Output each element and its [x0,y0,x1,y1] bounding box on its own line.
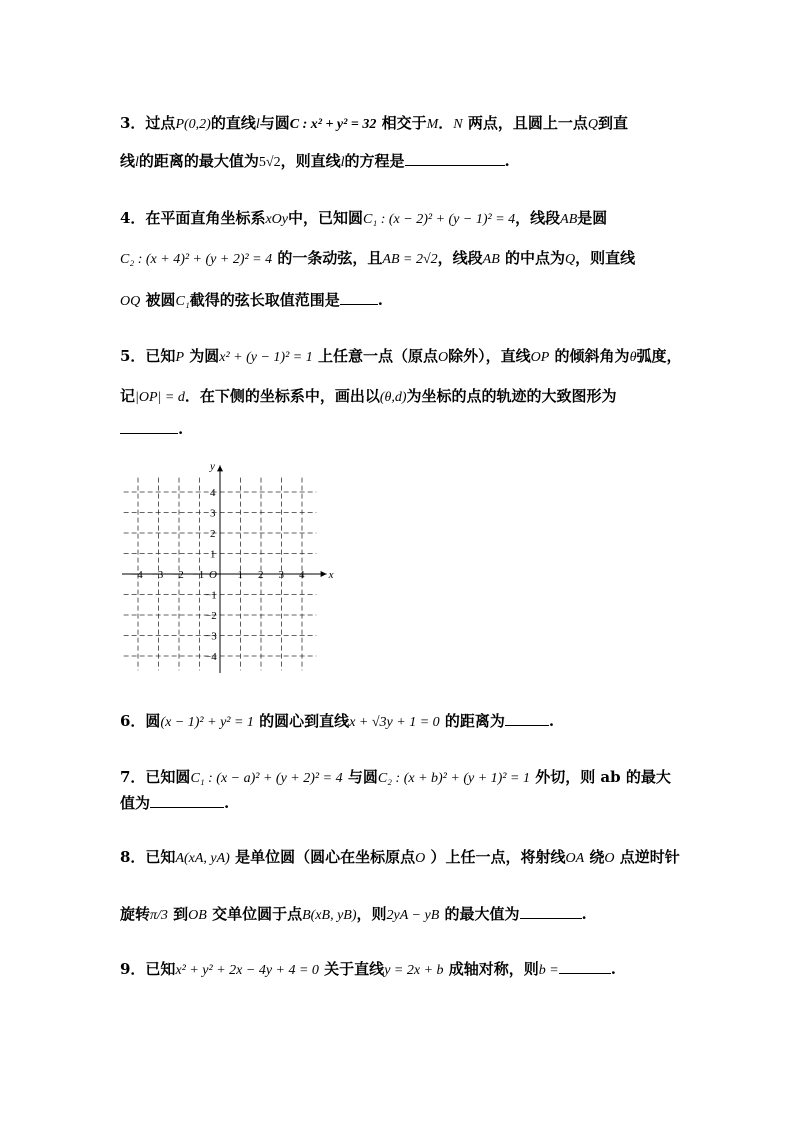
math-ob: OB [188,908,207,923]
problem-4-line-2 [120,247,635,271]
text: 两点，且圆上一点 [467,114,588,132]
math-circle-c2: C₂ : (x + b)² + (y + 1)² = 1 [377,771,530,786]
math-origin: O [438,350,449,365]
x-tick-label: −1 [192,569,205,581]
math-ab: AB [482,252,500,267]
text: . [377,291,383,309]
math-circle: x² + y² + 2x − 4y + 4 = 0 [175,963,319,978]
text: 与圆 [259,114,290,132]
problem-8-line-1 [120,846,680,870]
text: 到 [173,905,189,923]
text: 9．已知 [120,960,176,978]
answer-blank[interactable] [520,904,582,919]
text: 的直线 [210,114,256,132]
text: 中，已知圆 [288,209,364,227]
text: 到直 [597,114,628,132]
text: 弧度， [636,347,682,365]
text: . [178,420,184,438]
origin-label: O [209,569,217,581]
problem-5-line-1 [120,345,681,369]
math-point-q: Q [565,252,576,267]
math-line: x + √3y + 1 = 0 [349,715,440,730]
text: 被圆 [145,291,176,309]
text: . [610,960,616,978]
math-expression: 2yA − yB [386,908,440,923]
x-tick-label: −2 [172,569,184,581]
text: 4．在平面直角坐标系 [120,209,266,227]
text: 3．过点 [120,114,176,132]
math-oa: OA [565,851,585,866]
math-point-p: P [175,350,184,365]
answer-blank[interactable] [505,711,549,726]
answer-blank[interactable] [340,290,378,305]
math-circle: x² + (y − 1)² = 1 [219,350,313,365]
text: ，则 [356,905,387,923]
y-tick-label: 3 [210,507,216,520]
x-axis-arrow [321,571,327,577]
y-tick-label: −3 [205,630,217,643]
text: . [224,794,230,812]
math-c1: C₁ [175,294,190,309]
coordinate-grid [122,458,342,673]
math-ab: AB [560,212,578,227]
problem-3-line-2 [120,150,510,174]
text: ．在下侧的坐标系中，画出以 [184,387,380,405]
text: 点逆时针 [619,848,680,866]
text: 的距离为 [444,712,505,730]
text: . [504,152,510,170]
text: 为圆 [189,347,220,365]
math-origin: O [415,851,426,866]
y-axis-label: y [210,460,215,473]
math-abs-op: |OP| = d [135,390,185,405]
grid-svg [122,458,342,673]
problem-7-line-1 [120,766,671,790]
problem-8-line-2 [120,903,587,927]
text: ，线段 [515,209,561,227]
text: 为坐标的点的轨迹的大致图形为 [406,387,617,405]
text: ）上任一点，将射线 [430,848,566,866]
text: 7．已知圆 [120,768,191,786]
math-point-q: Q [587,117,598,132]
problem-9-line-1 [120,958,616,982]
text: 的倾斜角为 [554,347,630,365]
text: 与圆 [347,768,378,786]
math-point-a: A(xA, yA) [175,851,230,866]
math-point-theta-d: (θ,d) [379,390,407,405]
x-tick-label: 3 [278,569,284,581]
text: 成轴对称，则 [448,960,539,978]
problem-5-line-2 [120,385,617,409]
math-circle-c1: C₁ : (x − a)² + (y + 2)² = 4 [190,771,343,786]
text: 的圆心到直线 [259,712,350,730]
text: 相交于 [381,114,427,132]
problem-4-line-3 [120,289,383,313]
math-circle-c2: C₂ : (x + 4)² + (y + 2)² = 4 [120,252,273,267]
problem-6-line-1 [120,710,554,734]
x-tick-label: −4 [131,569,143,581]
answer-blank[interactable] [120,419,178,434]
text: 5．已知 [120,347,176,365]
text: ，则直线 [575,249,636,267]
math-point-m: M [426,117,439,132]
math-value: 5√2 [258,155,281,170]
x-tick-label: 2 [258,569,264,581]
text: 线 [120,152,136,170]
text: 的一条动弦，且 [277,249,383,267]
text: 8．已知 [120,848,176,866]
math-origin: O [604,851,615,866]
y-tick-label: −1 [205,589,217,602]
math-theta: θ [629,350,637,365]
problem-5-line-3 [120,418,183,440]
answer-blank[interactable] [150,793,224,808]
text: 是单位圆（圆心在坐标原点 [235,848,416,866]
math-circle: (x − 1)² + y² = 1 [160,715,254,730]
problem-7-line-2 [120,792,229,814]
math-line: y = 2x + b [384,963,444,978]
math-point-n: N [453,117,463,132]
text: 绕 [589,848,605,866]
y-tick-label: −2 [205,610,217,622]
math-point-p: P(0,2) [175,117,211,132]
y-tick-label: 1 [210,548,216,561]
math-op: OP [530,350,550,365]
text: 的距离的最大值为 [138,152,259,170]
text: 截得的弦长取值范围是 [189,291,340,309]
text: 交单位圆于点 [212,905,303,923]
math-oq: OQ [120,294,141,309]
math-circle-c: C : x² + y² = 32 [289,117,377,132]
math-line-l: l [255,117,260,132]
math-xoy: xOy [265,212,288,227]
text: ，线段 [437,249,483,267]
answer-blank[interactable] [405,151,505,166]
y-tick-label: 4 [210,487,216,499]
x-tick-label: 1 [237,569,243,581]
x-axis-label: x [328,569,334,581]
text: . [548,712,555,730]
math-point-b: B(xB, yB) [302,908,357,923]
x-tick-label: −3 [151,569,164,581]
text: . [581,905,587,923]
text: 旋转 [120,905,151,923]
text: ，则直线 [280,152,341,170]
text: 的最大值为 [444,905,520,923]
y-tick-label: 2 [210,528,216,540]
text: 的方程是 [344,152,405,170]
math-circle-c1: C₁ : (x − 2)² + (y − 1)² = 4 [363,212,516,227]
math-ab-length: AB = 2√2 [382,252,438,267]
problem-3-line-1 [120,112,628,136]
text: ． [438,114,454,132]
x-tick-label: 4 [299,569,305,581]
math-line-l: l [340,155,345,170]
y-axis-arrow [217,465,223,471]
text: 是圆 [577,209,608,227]
math-b: b = [538,963,559,978]
text: 6．圆 [120,712,161,730]
text: 关于直线 [324,960,385,978]
text: 记 [120,387,136,405]
problem-4-line-1 [120,207,607,231]
y-tick-label: −4 [205,651,217,663]
text: 外切，则 ab 的最大 [535,768,671,786]
text: 值为 [120,794,151,812]
text: 上任意一点（原点 [317,347,438,365]
math-fraction-pi-3: π/3 [150,908,168,923]
math-line-l: l [135,155,139,170]
answer-blank[interactable] [559,959,611,974]
text: 除外），直线 [448,347,531,365]
text: 的中点为 [504,249,565,267]
